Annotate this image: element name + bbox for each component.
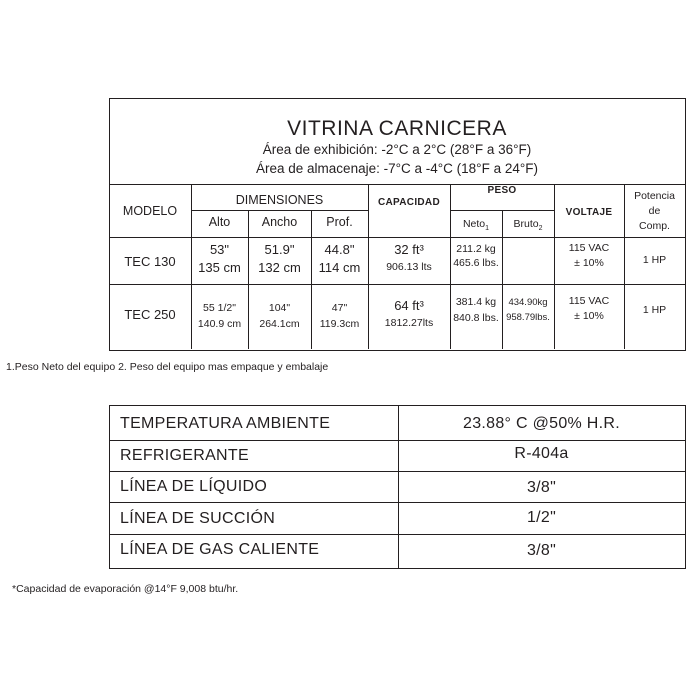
model-cell: TEC 130 (124, 254, 176, 269)
height-cell: 53" (209, 242, 230, 257)
voltage-cell: ± 10% (574, 310, 604, 322)
row-value: R-404a (514, 445, 569, 462)
footnote-weights: 1.Peso Neto del equipo 2. Peso del equipo mas empaque y embalaje (6, 361, 329, 373)
net-weight-cell: 381.4 kg (455, 296, 497, 308)
capacity-cell: 64 ft³ (394, 298, 424, 313)
width-cell: 132 cm (258, 260, 301, 275)
table-title: VITRINA CARNICERA (287, 117, 507, 140)
depth-cell: 47" (331, 302, 348, 314)
storage-area-range: Área de almacenaje: -7°C a -4°C (18°F a 24°F) (256, 161, 538, 176)
row-value: 3/8" (526, 542, 557, 559)
header-width: Ancho (261, 215, 298, 229)
header-net: Neto$_1$ (462, 218, 490, 233)
grid-line (109, 184, 685, 185)
height-cell: 135 cm (198, 260, 241, 275)
row-value: 23.88° C @50% H.R. (463, 415, 620, 432)
height-cell: 55 1/2" (203, 302, 236, 314)
width-cell: 104" (268, 302, 291, 314)
grid-line (109, 440, 685, 441)
width-cell: 51.9" (264, 242, 295, 257)
header-weight: PESO (487, 185, 517, 196)
grid-line (109, 534, 685, 535)
row-label: LÍNEA DE GAS CALIENTE (120, 541, 320, 558)
header-power: Comp. (639, 220, 670, 232)
header-dimensions: DIMENSIONES (235, 193, 324, 207)
gross-weight-cell: 434.90kg (508, 297, 548, 308)
voltage-cell: 115 VAC (568, 242, 610, 254)
depth-cell: 114 cm (318, 260, 361, 275)
height-cell: 140.9 cm (197, 318, 242, 330)
depth-cell: 119.3cm (319, 318, 360, 330)
header-model: MODELO (122, 204, 178, 218)
model-cell: TEC 250 (124, 307, 176, 322)
row-label: TEMPERATURA AMBIENTE (120, 415, 331, 432)
header-power: Potencia (634, 190, 675, 202)
capacity-cell: 1812.27lts (384, 317, 434, 329)
row-value: 1/2" (526, 509, 557, 526)
header-voltage: VOLTAJE (565, 207, 613, 218)
footnote-evaporation: *Capacidad de evaporación @14°F 9,008 btu/hr. (12, 583, 239, 595)
grid-line (109, 237, 685, 238)
header-gross: Bruto$_2$ (513, 218, 543, 233)
power-cell: 1 HP (642, 254, 667, 266)
header-capacity: CAPACIDAD (378, 197, 440, 208)
width-cell: 264.1cm (259, 318, 300, 330)
net-weight-cell: 840.8 lbs. (453, 312, 499, 324)
header-height: Alto (208, 215, 231, 229)
header-depth: Prof. (326, 215, 353, 229)
net-weight-cell: 211.2 kg (456, 243, 496, 255)
capacity-cell: 906.13 lts (386, 261, 432, 273)
display-area-range: Área de exhibición: -2°C a 2°C (28°F a 36°F) (262, 142, 532, 157)
voltage-cell: 115 VAC (568, 295, 610, 307)
grid-line (191, 210, 368, 211)
grid-line (109, 502, 685, 503)
gross-weight-cell: 958.79lbs. (506, 312, 550, 323)
row-value: 3/8" (526, 479, 557, 496)
header-power: de (648, 205, 661, 217)
depth-cell: 44.8" (324, 242, 355, 257)
row-label: REFRIGERANTE (120, 447, 249, 464)
grid-line (109, 284, 685, 285)
power-cell: 1 HP (642, 304, 667, 316)
net-weight-cell: 465.6 lbs. (453, 257, 499, 269)
row-label: LÍNEA DE SUCCIÓN (120, 510, 276, 527)
voltage-cell: ± 10% (574, 257, 604, 269)
grid-line (109, 471, 685, 472)
capacity-cell: 32 ft³ (394, 242, 424, 257)
row-label: LÍNEA DE LÍQUIDO (120, 478, 268, 495)
